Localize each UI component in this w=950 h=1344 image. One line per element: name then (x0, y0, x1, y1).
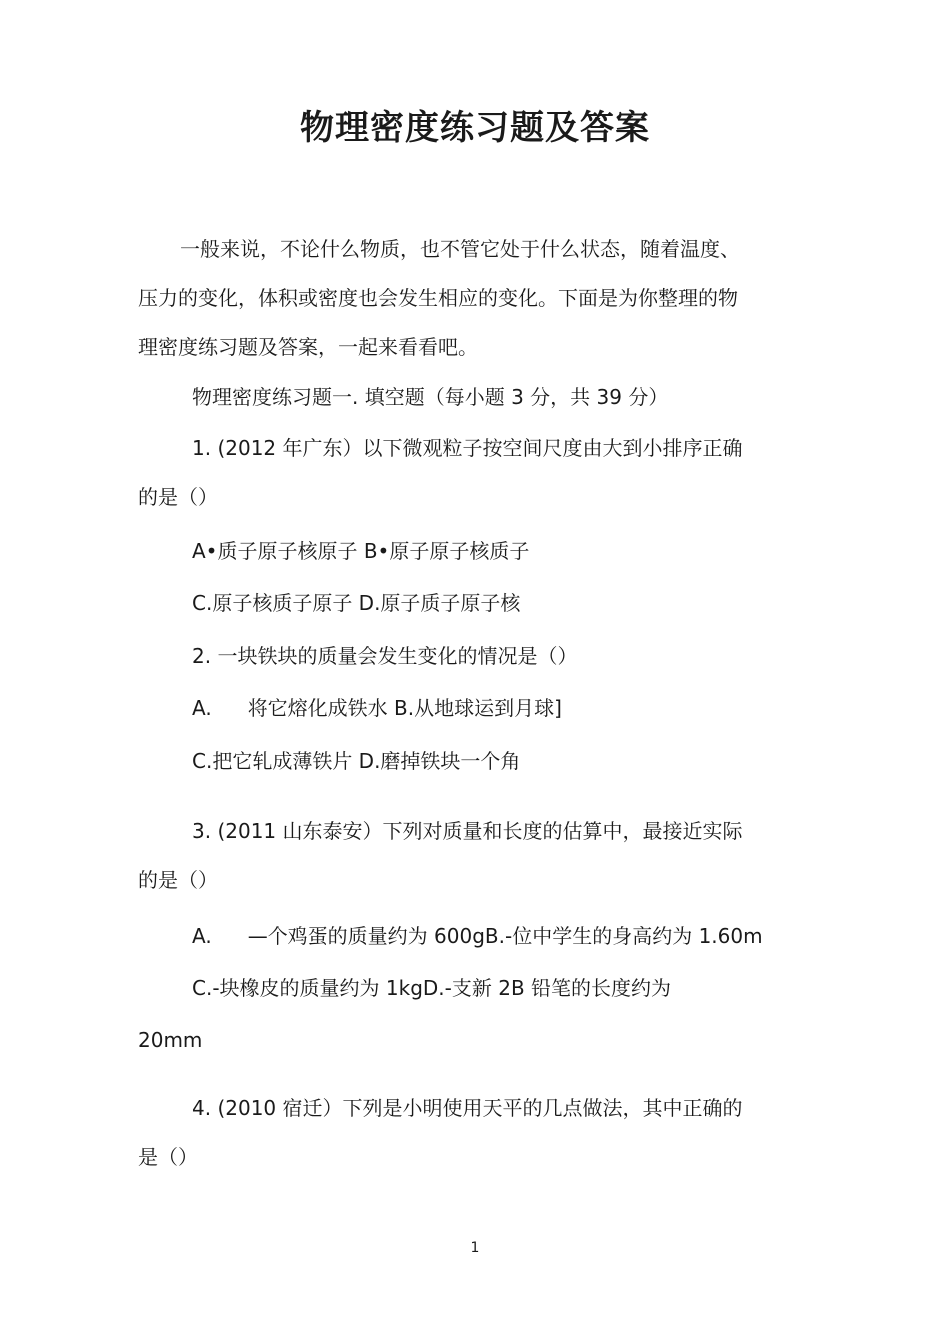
question-2-option-ab-text: 将它熔化成铁水 B.从地球运到月球] (247, 696, 562, 720)
question-3-option-ab-text: —个鸡蛋的质量约为 600gB.-位中学生的身高约为 1.60m (247, 924, 763, 948)
question-1-options-ab: A•质子原子核原子 B•原子原子核质子 (192, 539, 530, 563)
intro-line-2: 压力的变化，体积或密度也会发生相应的变化。下面是为你整理的物 (138, 286, 738, 310)
question-1-options-cd: C.原子核质子原子 D.原子质子原子核 (192, 591, 521, 615)
question-3-options-cd-continued: 20mm (138, 1028, 203, 1052)
question-4-line-2: 是（） (138, 1145, 198, 1169)
question-3-options-cd: C.-块橡皮的质量约为 1kgD.-支新 2B 铅笔的长度约为 (192, 976, 672, 1000)
question-3-options-ab (192, 922, 763, 950)
question-3-option-a-label: A. (192, 924, 212, 948)
question-1-line-2: 的是（） (138, 485, 218, 509)
section-heading: 物理密度练习题一. 填空题（每小题 3 分，共 39 分） (192, 385, 669, 409)
question-2-options-ab (192, 694, 562, 722)
question-3-line-1: 3. (2011 山东泰安）下列对质量和长度的估算中，最接近实际 (192, 819, 743, 843)
document-title: 物理密度练习题及答案 (300, 108, 650, 148)
page-number: 1 (470, 1240, 480, 1256)
question-2-options-cd: C.把它轧成薄铁片 D.磨掉铁块一个角 (192, 749, 521, 773)
intro-line-3: 理密度练习题及答案，一起来看看吧。 (138, 335, 478, 359)
question-4-line-1: 4. (2010 宿迁）下列是小明使用天平的几点做法，其中正确的 (192, 1096, 743, 1120)
question-3-line-2: 的是（） (138, 868, 218, 892)
question-2-option-a-label: A. (192, 696, 212, 720)
intro-line-1: 一般来说，不论什么物质，也不管它处于什么状态，随着温度、 (180, 237, 740, 261)
question-1-line-1: 1. (2012 年广东）以下微观粒子按空间尺度由大到小排序正确 (192, 436, 743, 460)
question-2-line-1: 2. 一块铁块的质量会发生变化的情况是（） (192, 644, 578, 668)
